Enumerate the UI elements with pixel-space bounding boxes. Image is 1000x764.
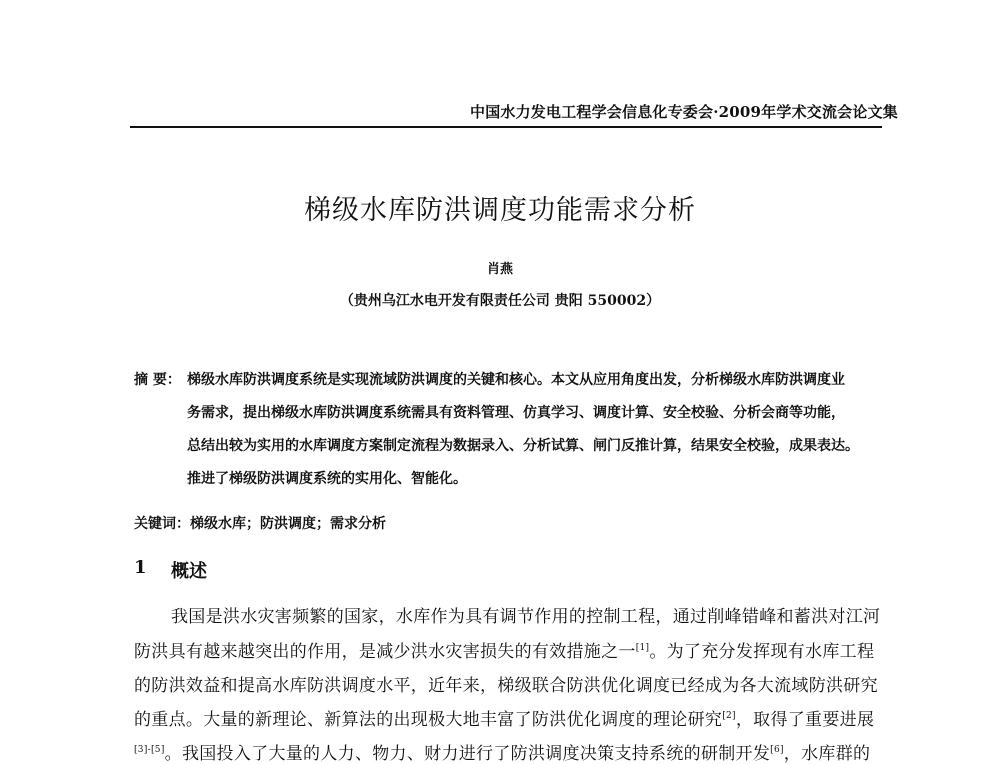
body-line <box>134 637 874 662</box>
body-line <box>134 739 870 764</box>
body-text: 。为了充分发挥现有水库工程 <box>649 642 875 662</box>
citation: [2] <box>722 711 736 721</box>
body-text: ，水库群的 <box>783 744 871 764</box>
paper-title: 梯级水库防洪调度功能需求分析 <box>304 195 696 226</box>
running-head: 中国水力发电工程学会信息化专委会·2009年学术交流会论文集 <box>470 103 898 121</box>
body-text: 的重点。大量的新理论、新算法的出现极大地丰富了防洪优化调度的理论研究 <box>134 710 723 730</box>
citation: [6] <box>770 745 784 755</box>
abstract-line: 梯级水库防洪调度系统是实现流域防洪调度的关键和核心。本文从应用角度出发，分析梯级水库防洪调度业 <box>187 372 845 388</box>
body-text: ，取得了重要进展 <box>735 710 875 730</box>
abstract-label: 摘 要： <box>134 372 181 388</box>
author: 肖燕 <box>486 262 513 277</box>
affiliation: （贵州乌江水电开发有限责任公司 贵阳 550002） <box>339 293 661 309</box>
body-text: 。我国投入了大量的人力、物力、财力进行了防洪调度决策支持系统的研制开发 <box>164 744 771 764</box>
body-line <box>134 705 874 730</box>
abstract-line: 总结出较为实用的水库调度方案制定流程为数据录入、分析试算、闸门反推计算，结果安全校验，成果表达。 <box>187 438 859 454</box>
citation: [1] <box>635 643 650 653</box>
keywords: 关键词：梯级水库；防洪调度；需求分析 <box>134 516 386 532</box>
header-rule <box>130 126 882 128</box>
body-line: 我国是洪水灾害频繁的国家，水库作为具有调节作用的控制工程，通过削峰错峰和蓄洪对江河 <box>171 607 881 627</box>
body-line: 的防洪效益和提高水库防洪调度水平，近年来，梯级联合防洪优化调度已经成为各大流域防洪研究 <box>134 676 878 696</box>
abstract-line: 推进了梯级防洪调度系统的实用化、智能化。 <box>187 471 467 487</box>
abstract-line: 务需求，提出梯级水库防洪调度系统需具有资料管理、仿真学习、调度计算、安全校验、分析会商等功能， <box>187 405 845 421</box>
body-text: 防洪具有越来越突出的作用，是减少洪水灾害损失的有效措施之一 <box>134 642 636 662</box>
section-number: 1 <box>134 557 147 578</box>
section-title: 概述 <box>171 561 207 582</box>
citation: [3]-[5] <box>134 745 165 755</box>
